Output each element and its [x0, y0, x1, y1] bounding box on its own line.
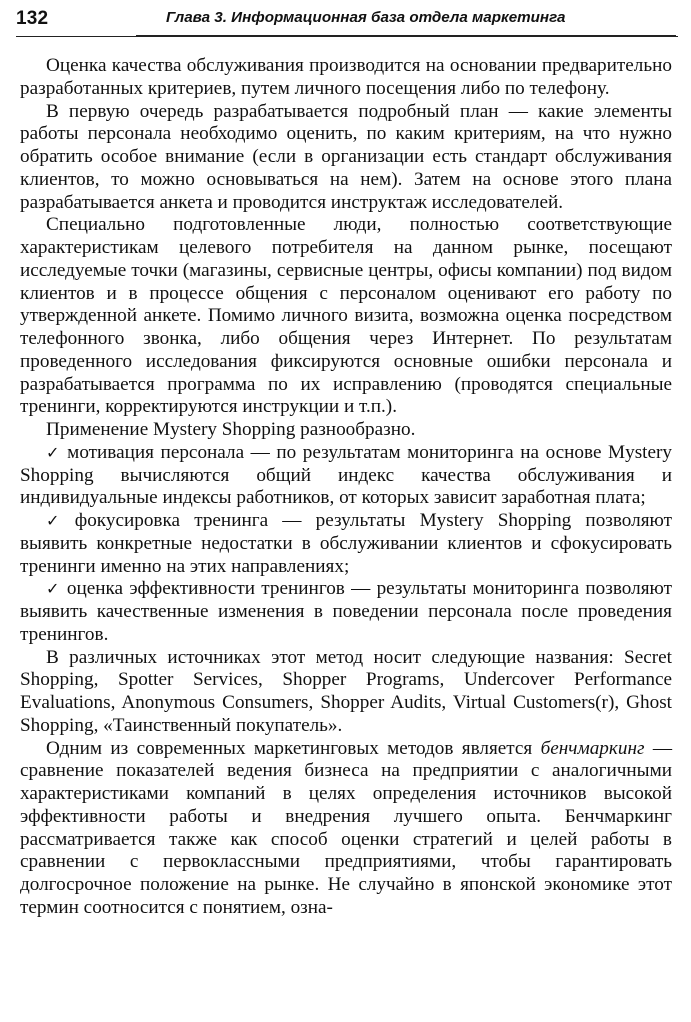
paragraph: В различных источниках этот метод носит следующие названия: Secret Shopping, Spotter Services, Shopper Programs, Undercover Performance Evaluations, Anonymous Consumers, Shopper Audits, Virtual Customers(r), Ghost Shopping, «Таинственный покупатель».: [20, 646, 672, 736]
header-rule-accent: [136, 35, 676, 37]
paragraph: [20, 738, 672, 920]
term-italic: бенчмаркинг: [540, 737, 645, 759]
bullet-item: [20, 442, 672, 510]
paragraph: Специально подготовленные люди, полностью соответствующие характеристикам целевого потребителя на данном рынке, посещают исследуемые точки (магазины, сервисные центры, офисы компании) под видом клиентов и в процессе общения с персоналом оценивают его работу по утвержденной анкете. Помимо личного визита, возможна оценка посредством телефонного звонка, либо общения через Интернет. По результатам проведенного исследования фиксируются основные ошибки персонала и разрабатывается программа по их исправлению (проводятся специальные тренинги, корректируются инструкции и т.п.).: [20, 214, 672, 418]
paragraph: Применение Mystery Shopping разнообразно.: [46, 419, 416, 440]
checkmark-icon: ✓: [46, 442, 62, 462]
running-title: Глава 3. Информационная база отдела маркетинга: [166, 9, 566, 26]
checkmark-icon: ✓: [46, 579, 61, 599]
bullet-text: мотивация персонала — по результатам мониторинга на основе Mystery Shopping вычисляются общий индекс качества обслуживания и индивидуальные индексы работников, от которых зависит заработная плата;: [20, 441, 672, 509]
bullet-text: фокусировка тренинга — результаты Mystery Shopping позволяют выявить конкретные недостатки в обслуживании клиентов и сфокусировать тренинги именно на этих направлениях;: [20, 510, 673, 577]
bullet-text: оценка эффективности тренингов — результаты мониторинга позволяют выявить качественные изменения в поведении персонала после проведения тренингов.: [20, 578, 672, 645]
paragraph-rest: — сравнение показателей ведения бизнеса на предприятии с аналогичными характеристиками компаний в целях определения источников высокой эффективности работы и внедрения лучшего опыта. Бенчмаркинг рассматривается также как способ оценки стратегий и целей работы в сравнении с первоклассными предприятиями, чтобы гарантировать долгосрочное положение на рынке. Не случайно в японской экономике этот термин соотносится с понятием, озна-: [20, 737, 672, 918]
page-number: 132: [16, 8, 49, 29]
page-header: [16, 6, 678, 36]
paragraph: В первую очередь разрабатывается подробный план — какие элементы работы персонала необходимо оценить, по каким критериям, на что нужно обратить особое внимание (если в организации есть стандарт обслуживания клиентов, то можно основываться на нем). Затем на основе этого плана разрабатывается анкета и проводится инструктаж исследователей.: [20, 100, 672, 213]
paragraph-lead: Одним из современных маркетинговых методов является: [46, 737, 541, 759]
bullet-item: [20, 510, 672, 578]
paragraph: Оценка качества обслуживания производится на основании предварительно разработанных критериев, путем личного посещения либо по телефону.: [20, 55, 672, 99]
body-text: [20, 55, 672, 920]
checkmark-icon: ✓: [46, 511, 69, 530]
bullet-item: [20, 578, 672, 646]
